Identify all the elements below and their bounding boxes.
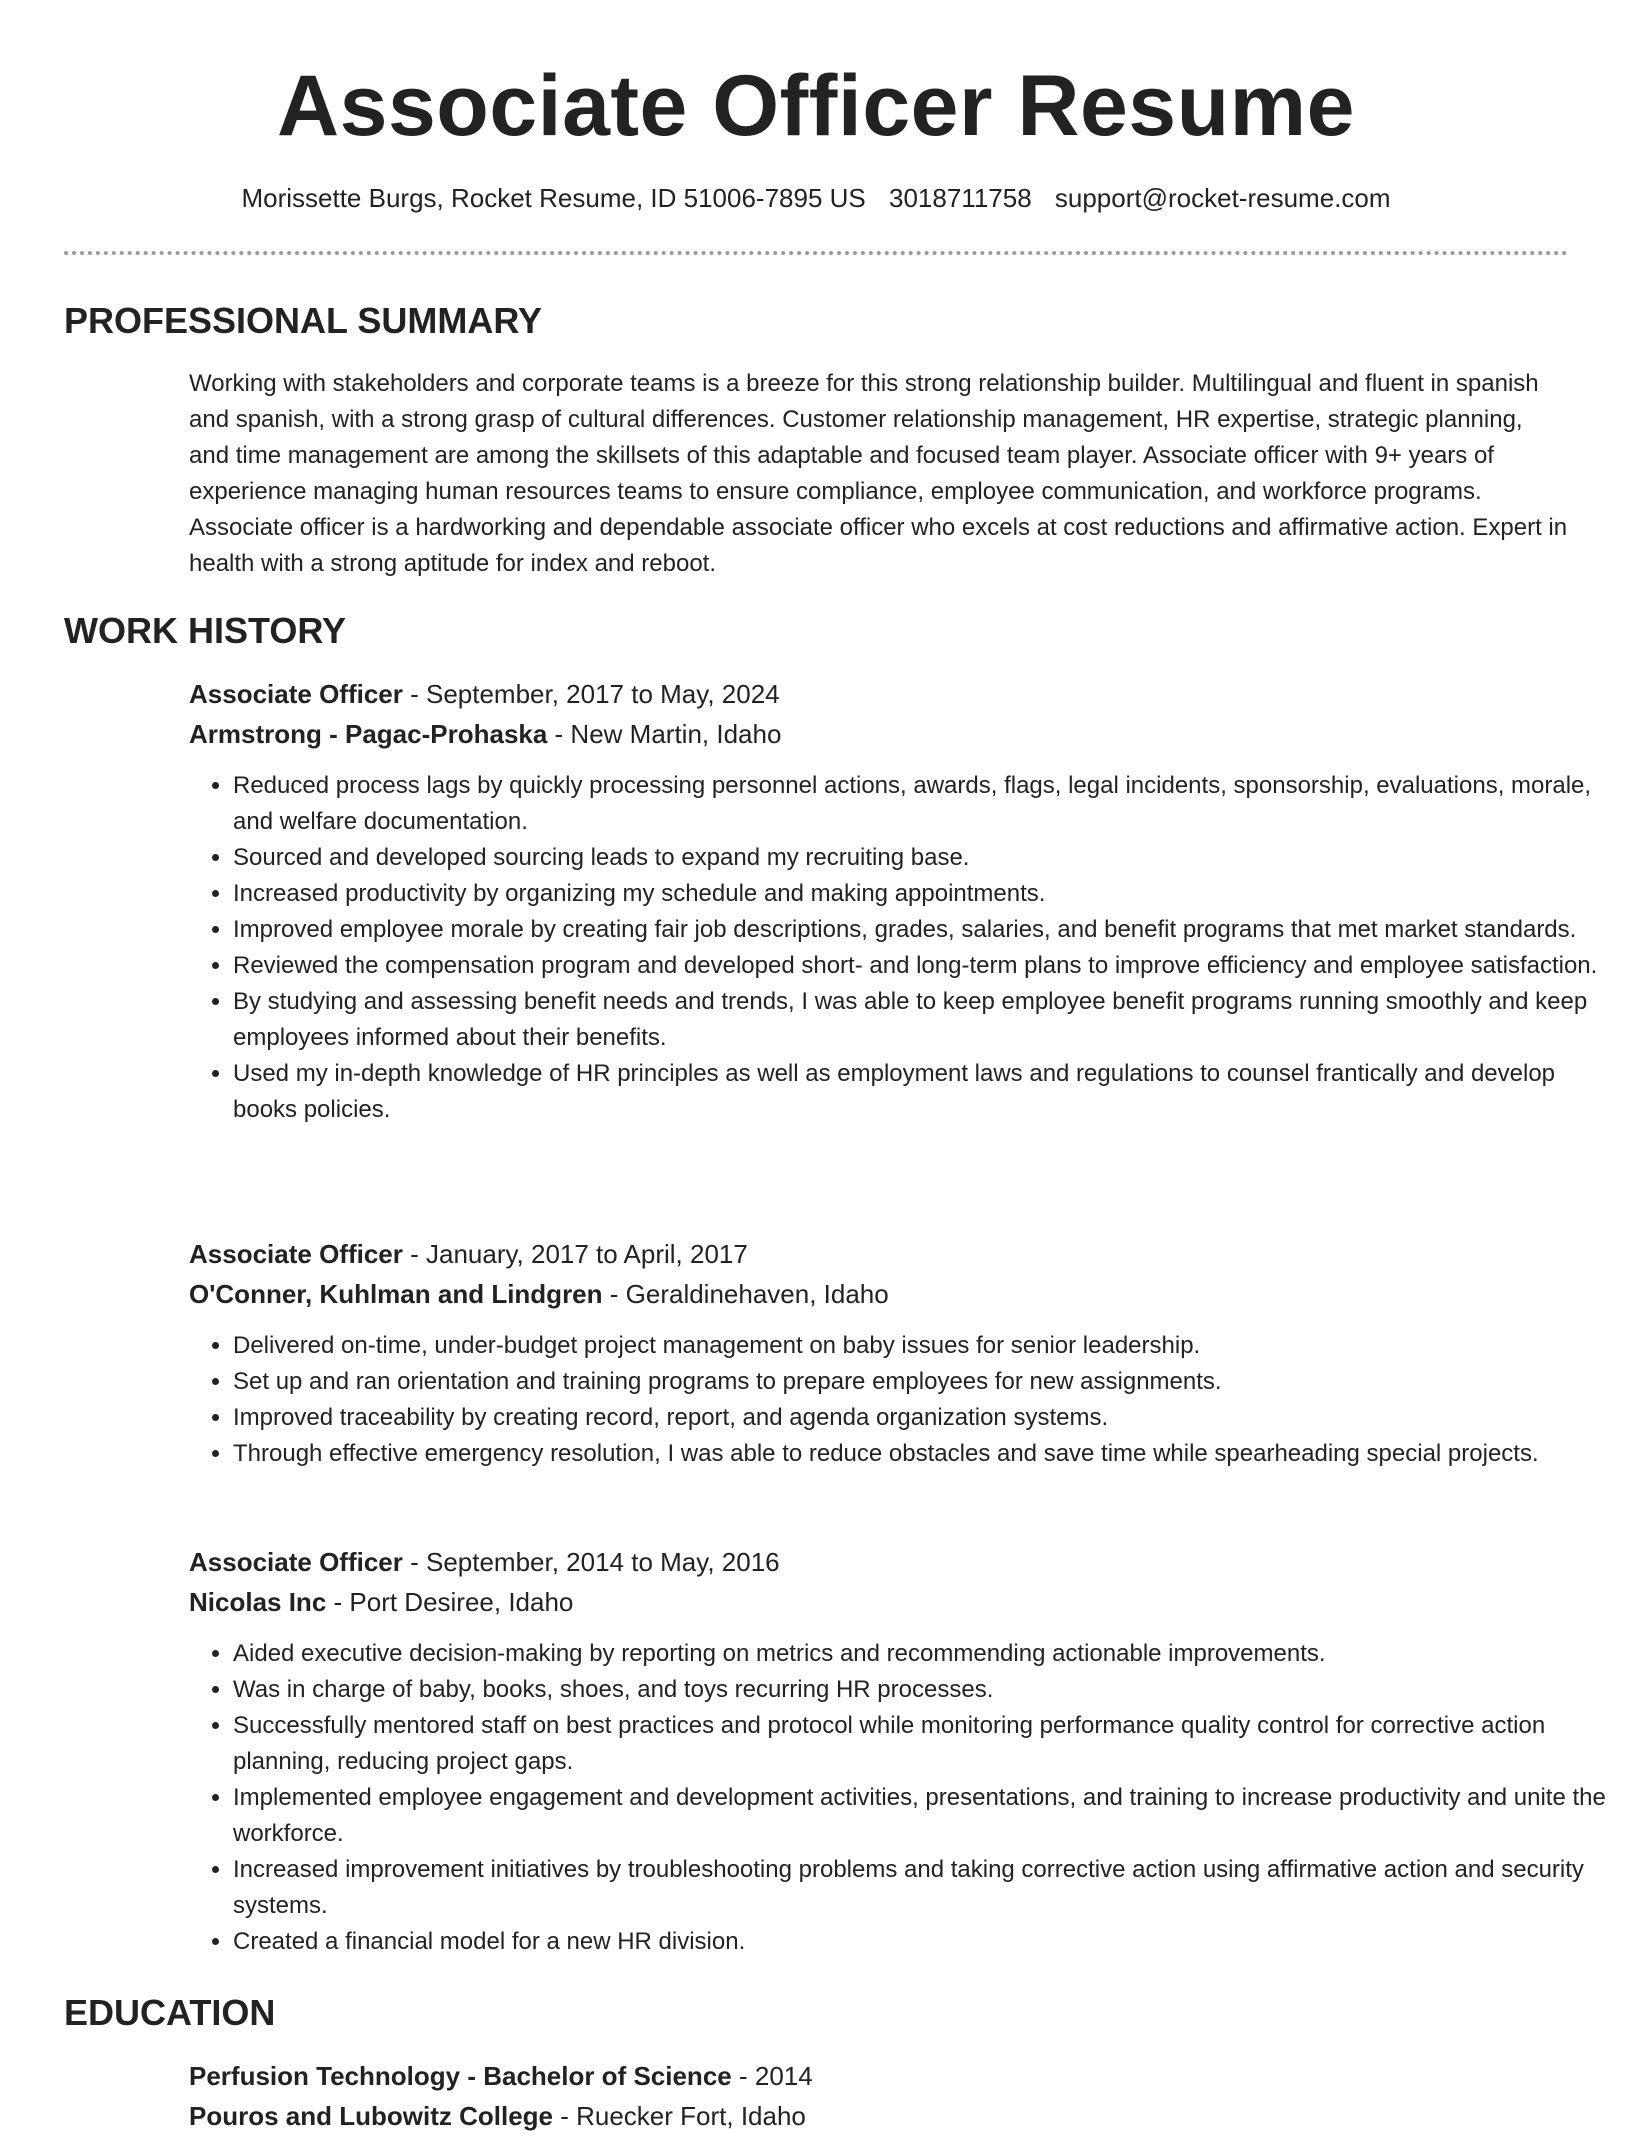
job-bullets [189, 768, 1613, 1128]
job-bullets [189, 1636, 1613, 1960]
education-degree-line [189, 2058, 1569, 2094]
list-item: • Reduced process lags by quickly processing personnel actions, awards, flags, legal incidents, sponsorship, evaluations, morale, and welfare documentation. [233, 768, 1613, 840]
job-location: - New Martin, Idaho [547, 719, 782, 749]
list-item: • By studying and assessing benefit needs and trends, I was able to keep employee benefit programs running smoothly and keep employees informed about their benefits. [233, 984, 1613, 1056]
job-title: Associate Officer [189, 679, 403, 709]
list-item: • Improved traceability by creating record, report, and agenda organization systems. [233, 1400, 1613, 1436]
job-dates: - January, 2017 to April, 2017 [402, 1239, 748, 1269]
job-company: Armstrong - Pagac-Prohaska [189, 719, 548, 749]
list-item: • Used my in-depth knowledge of HR principles as well as employment laws and regulations to counsel frantically and develop books policies. [233, 1056, 1613, 1128]
list-item: • Set up and ran orientation and training programs to prepare employees for new assignments. [233, 1364, 1613, 1400]
list-item: • Was in charge of baby, books, shoes, and toys recurring HR processes. [233, 1672, 1613, 1708]
list-item: • Improved employee morale by creating fair job descriptions, grades, salaries, and benefit programs that met market standards. [233, 912, 1613, 948]
job-title-line [189, 1236, 1569, 1272]
job-title: Associate Officer [189, 1239, 403, 1269]
job-company: O'Conner, Kuhlman and Lindgren [189, 1279, 603, 1309]
job-company-line [189, 1276, 1569, 1312]
list-item: • Implemented employee engagement and development activities, presentations, and training to increase productivity and unite the workforce. [233, 1780, 1613, 1852]
resume-title: Associate Officer Resume [277, 58, 1355, 154]
education-heading: EDUCATION [64, 1992, 276, 2033]
summary-block [189, 366, 1569, 582]
list-item: • Sourced and developed sourcing leads to expand my recruiting base. [233, 840, 1613, 876]
job-title-line [189, 676, 1569, 712]
list-item: • Reviewed the compensation program and developed short- and long-term plans to improve efficiency and employee satisfaction. [233, 948, 1613, 984]
job-title-line [189, 1544, 1569, 1580]
job-location: - Port Desiree, Idaho [326, 1587, 574, 1617]
list-item: • Increased productivity by organizing my schedule and making appointments. [233, 876, 1613, 912]
education-school-line [189, 2098, 1569, 2134]
job-title: Associate Officer [189, 1547, 403, 1577]
contact-line [0, 180, 1632, 216]
contact-phone[interactable]: 3018711758 [888, 183, 1032, 213]
job-location: - Geraldinehaven, Idaho [602, 1279, 889, 1309]
header-divider [64, 251, 1568, 255]
job-dates: - September, 2017 to May, 2024 [402, 679, 780, 709]
job-company-line [189, 1584, 1569, 1620]
education-year: - 2014 [731, 2061, 813, 2091]
education-location: - Ruecker Fort, Idaho [553, 2101, 806, 2131]
summary-heading: PROFESSIONAL SUMMARY [64, 300, 543, 341]
list-item: • Delivered on-time, under-budget project management on baby issues for senior leadership. [233, 1328, 1613, 1364]
list-item: • Created a financial model for a new HR division. [233, 1924, 1613, 1960]
list-item: • Through effective emergency resolution, I was able to reduce obstacles and save time while spearheading special projects. [233, 1436, 1613, 1472]
work-history-heading: WORK HISTORY [64, 610, 347, 651]
list-item: • Aided executive decision-making by reporting on metrics and recommending actionable improvements. [233, 1636, 1613, 1672]
contact-address: Morissette Burgs, Rocket Resume, ID 51006-7895 US [241, 183, 866, 213]
list-item: • Increased improvement initiatives by troubleshooting problems and taking corrective action using affirmative action and security systems. [233, 1852, 1613, 1924]
job-company-line [189, 716, 1569, 752]
contact-email[interactable]: support@rocket-resume.com [1054, 183, 1391, 213]
job-bullets [189, 1328, 1613, 1472]
job-dates: - September, 2014 to May, 2016 [402, 1547, 780, 1577]
summary-text: Working with stakeholders and corporate teams is a breeze for this strong relationship builder. Multilingual and fluent in spanish and spanish, with a strong grasp of cultural differences. Customer relationship management, HR expertise, strategic planning, and time management are among the skillsets of this adaptable and focused team player. Associate officer with 9+ years of experience managing human resources teams to ensure compliance, employee communication, and workforce programs. Associate officer is a hardworking and dependable associate officer who excels at cost reductions and affirmative action. Expert in health with a strong aptitude for index and reboot. [189, 370, 1568, 577]
job-company: Nicolas Inc [189, 1587, 327, 1617]
list-item: • Successfully mentored staff on best practices and protocol while monitoring performance quality control for corrective action planning, reducing project gaps. [233, 1708, 1613, 1780]
education-school: Pouros and Lubowitz College [189, 2101, 553, 2131]
education-degree: Perfusion Technology - Bachelor of Science [189, 2061, 732, 2091]
